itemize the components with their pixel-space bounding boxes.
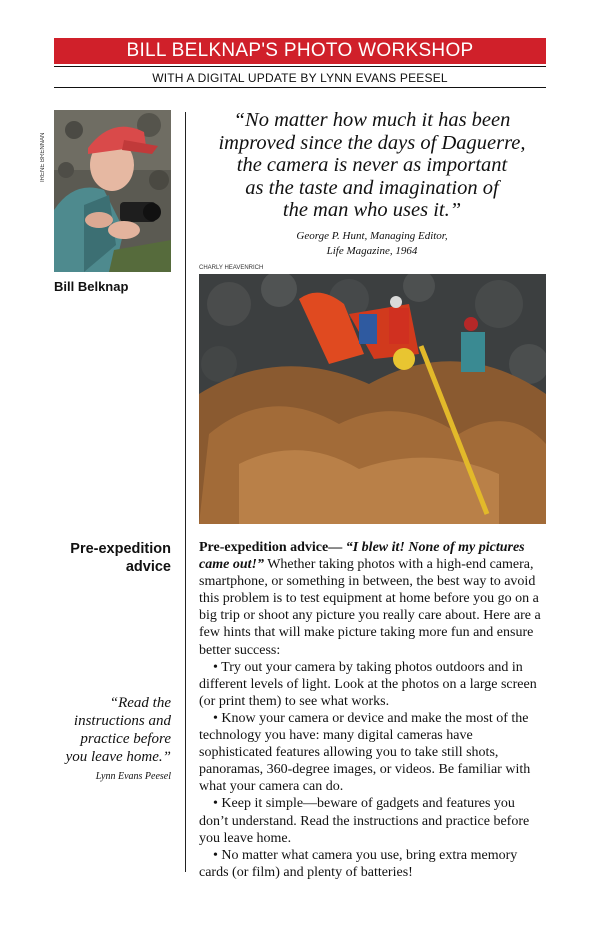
photo-credit: CHARLY HEAVENRICH — [199, 265, 264, 271]
rafting-photo — [199, 274, 546, 524]
intro-paragraph — [199, 539, 547, 659]
quote-attribution — [198, 229, 546, 259]
tip-bullet: • No matter what camera you use, bring extra memory cards (or film) and plenty of batteries! — [199, 847, 518, 880]
tip-bullet: • Know your camera or device and make the most of the technology you have: many digital cameras have sophisticated features allowing you to take still shots, panoramas, 360-degree images, or videos. Be familiar with what your camera can do. — [199, 710, 531, 795]
quote-line: “No matter how much it has been — [233, 109, 511, 131]
intro-text: Whether taking photos with a high-end camera, smartphone, or something in between, the best way to avoid this problem is to test equipment at home before you go on a big trip or shoot any picture you really care about. Here are a few hints that will make picture taking more fun and ensure better success: — [199, 557, 541, 658]
pull-quote-line: practice before — [80, 731, 171, 747]
body-text — [199, 539, 547, 881]
subtitle-rule — [54, 87, 546, 88]
quote-line: as the taste and imagination of — [245, 176, 499, 199]
pull-quote-line: instructions and — [73, 713, 171, 729]
portrait-caption: Bill Belknap — [54, 279, 129, 294]
section-heading-line: Pre-expedition — [70, 541, 171, 557]
quote-line: the camera is never as important — [236, 154, 508, 176]
title-rule — [54, 66, 546, 67]
portrait-credit: IRENE BRENNAN — [40, 132, 46, 182]
section-heading — [54, 540, 171, 576]
attribution-line: Life Magazine, 1964 — [326, 245, 418, 257]
quote-line: improved since the days of Daguerre, — [218, 131, 526, 154]
pull-quote — [54, 694, 171, 766]
page-title-banner: BILL BELKNAP'S PHOTO WORKSHOP — [54, 38, 546, 64]
section-heading-line: advice — [125, 559, 171, 575]
pull-quote-attribution: Lynn Evans Peesel — [95, 771, 171, 782]
tip-bullet: • Try out your camera by taking photos outdoors and in different levels of light. Look at the photos on a large screen (or print them) to see what works. — [199, 659, 537, 709]
pull-quote-line: “Read the — [109, 695, 171, 711]
quote-line: the man who uses it.” — [282, 199, 462, 221]
column-divider — [185, 112, 186, 872]
subtitle: WITH A DIGITAL UPDATE BY LYNN EVANS PEESEL — [152, 71, 448, 85]
portrait-photo — [54, 110, 171, 272]
feature-quote — [198, 109, 546, 222]
tip-bullet: • Keep it simple—beware of gadgets and features you don’t understand. Read the instructions and practice before you leave home. — [199, 796, 530, 846]
attribution-line: George P. Hunt, Managing Editor, — [296, 230, 448, 242]
lead-quote: “I blew it! None of my pictures came out!” — [199, 540, 525, 573]
pull-quote-line: you leave home.” — [65, 749, 171, 765]
lead-label: Pre-expedition advice— — [199, 540, 346, 555]
